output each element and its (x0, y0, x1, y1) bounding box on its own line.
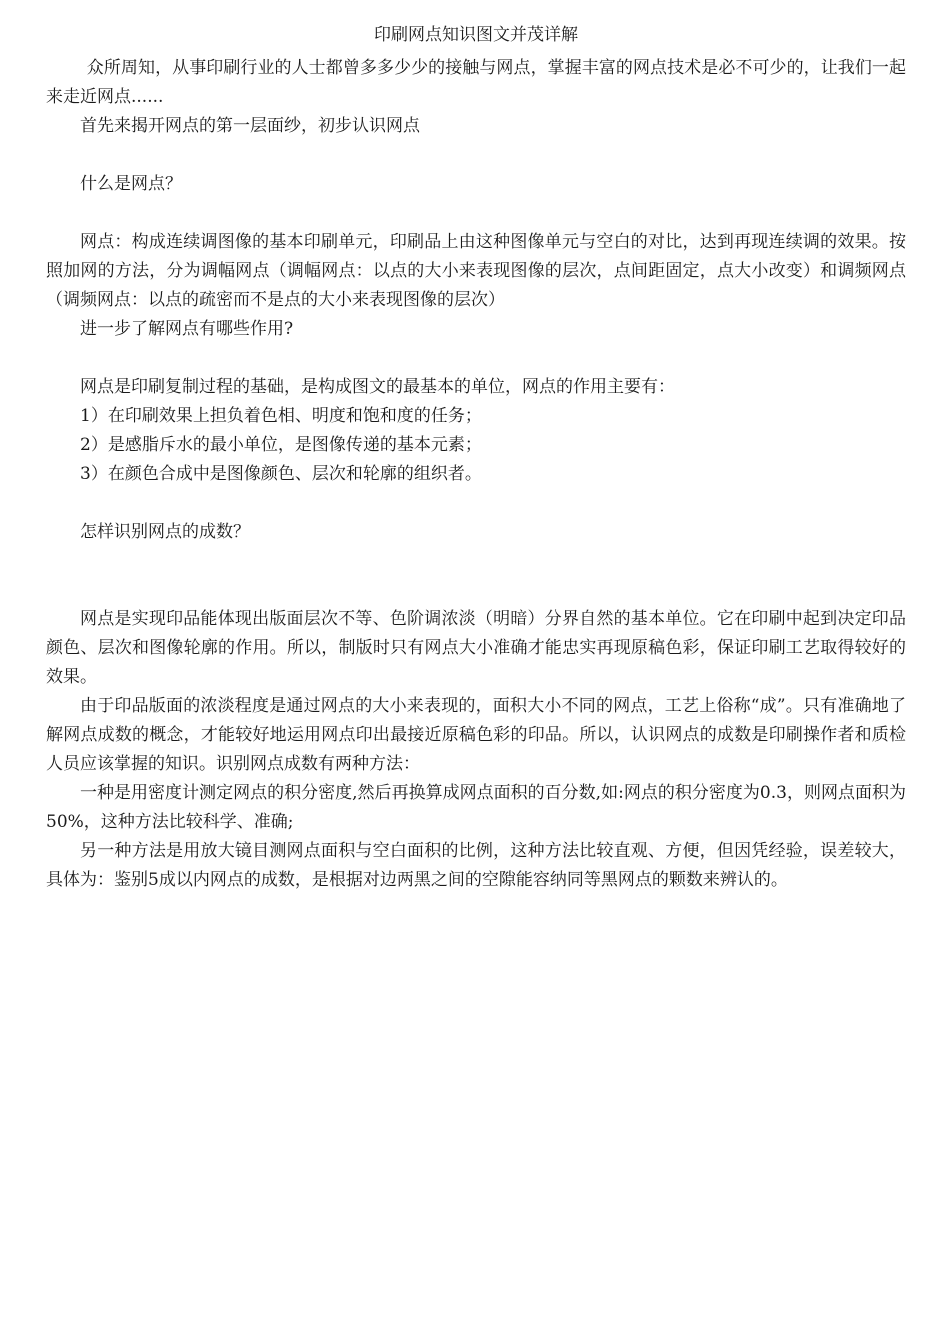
cheng-paragraph: 由于印品版面的浓淡程度是通过网点的大小来表现的，面积大小不同的网点，工艺上俗称“成”。只有准确地了解网点成数的概念，才能较好地运用网点印出最接近原稿色彩的印品。所以，认识网点的成数是印刷操作者和质检人员应该掌握的知识。识别网点成数有两种方法： (46, 696, 906, 774)
spacer (46, 547, 906, 605)
basic-unit-paragraph: 网点是实现印品能体现出版面层次不等、色阶调浓淡（明暗）分界自然的基本单位。它在印刷中起到决定印品颜色、层次和图像轮廓的作用。所以，制版时只有网点大小准确才能忠实再现原稿色彩，保证印刷工艺取得较好的效果。 (46, 609, 906, 687)
role-list-item: 2）是感脂斥水的最小单位，是图像传递的基本元素； (80, 435, 482, 455)
document-title: 印刷网点知识图文并茂详解 (374, 25, 578, 45)
first-layer-paragraph: 首先来揭开网点的第一层面纱，初步认识网点 (80, 116, 420, 136)
question-what-is-dot: 什么是网点？ (80, 174, 182, 194)
role-intro-paragraph: 网点是印刷复制过程的基础，是构成图文的最基本的单位，网点的作用主要有： (80, 377, 675, 397)
method-two-paragraph: 另一种方法是用放大镜目测网点面积与空白面积的比例，这种方法比较直观、方便，但因凭经验，误差较大，具体为：鉴别5成以内网点的成数，是根据对边两黑之间的空隙能容纳同等黑网点的颗数来辨认的。 (46, 841, 906, 890)
question-identify-percentage: 怎样识别网点的成数？ (80, 522, 250, 542)
spacer (46, 199, 906, 228)
role-list-item: 1）在印刷效果上担负着色相、明度和饱和度的任务； (80, 406, 482, 426)
intro-paragraph: 众所周知，从事印刷行业的人士都曾多多少少的接触与网点，掌握丰富的网点技术是必不可少的，让我们一起来走近网点...... (46, 58, 906, 107)
role-list-item: 3）在颜色合成中是图像颜色、层次和轮廓的组织者。 (80, 464, 482, 484)
spacer (46, 489, 906, 518)
spacer (46, 344, 906, 373)
spacer (46, 141, 906, 170)
question-dot-role: 进一步了解网点有哪些作用? (80, 319, 294, 339)
method-one-paragraph: 一种是用密度计测定网点的积分密度,然后再换算成网点面积的百分数,如:网点的积分密度为0.3，则网点面积为50%，这种方法比较科学、准确; (46, 783, 906, 832)
definition-paragraph: 网点：构成连续调图像的基本印刷单元，印刷品上由这种图像单元与空白的对比，达到再现连续调的效果。按照加网的方法，分为调幅网点（调幅网点：以点的大小来表现图像的层次，点间距固定，点大小改变）和调频网点（调频网点：以点的疏密而不是点的大小来表现图像的层次） (46, 232, 906, 310)
